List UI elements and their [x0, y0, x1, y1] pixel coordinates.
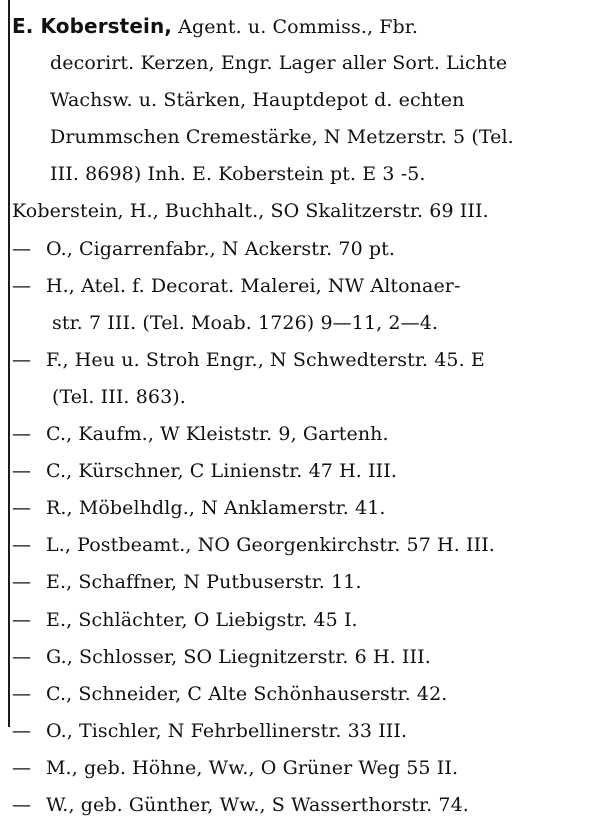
- entry-line: [12, 342, 602, 379]
- entry-dash: —: [12, 274, 32, 297]
- entry-text: O., Tischler, N Fehrbellinerstr. 33 III.: [46, 719, 408, 742]
- entry-dash: —: [12, 460, 32, 483]
- entry-line: [12, 713, 602, 750]
- lead-entry-name: E. Koberstein,: [12, 14, 172, 38]
- entry-line: [12, 750, 602, 787]
- entry-continuation-line: [12, 305, 602, 342]
- lead-entry-line-5: III. 8698) Inh. E. Koberstein pt. E 3 -5.: [50, 163, 426, 186]
- lead-entry-line-4: Drummschen Cremestärke, N Metzerstr. 5 (Tel.: [50, 126, 514, 149]
- entry-text: G., Schlosser, SO Liegnitzerstr. 6 H. III.: [46, 645, 431, 668]
- entry-dash: —: [12, 571, 32, 594]
- entry-dash: —: [12, 608, 32, 631]
- entry-line: [12, 268, 602, 305]
- entry-text: L., Postbeamt., NO Georgenkirchstr. 57 H. III.: [46, 534, 495, 557]
- entry-dash: —: [12, 756, 32, 779]
- entry-text: C., Kürschner, C Linienstr. 47 H. III.: [46, 460, 398, 483]
- entry-line: [12, 676, 602, 713]
- entry-line: [12, 453, 602, 490]
- directory-column: [12, 8, 602, 824]
- entry-text: O., Cigarrenfabr., N Ackerstr. 70 pt.: [46, 237, 396, 260]
- entry-dash: —: [12, 793, 32, 816]
- entry-continuation-line: [12, 379, 602, 416]
- entry-text: H., Atel. f. Decorat. Malerei, NW Altonaer-: [46, 274, 461, 297]
- entry-dash: —: [12, 497, 32, 520]
- entry-line: [12, 231, 602, 268]
- entry-dash: —: [12, 348, 32, 371]
- entry-text: R., Möbelhdlg., N Anklamerstr. 41.: [46, 497, 386, 520]
- entry-line: [12, 416, 602, 453]
- entry-line: [12, 193, 602, 230]
- entry-dash: —: [12, 237, 32, 260]
- entry-text: E., Schaffner, N Putbuserstr. 11.: [46, 571, 362, 594]
- entry-text: str. 7 III. (Tel. Moab. 1726) 9—11, 2—4.: [52, 311, 439, 334]
- entry-line: [12, 787, 602, 824]
- entry-text: (Tel. III. 863).: [52, 385, 186, 408]
- entry-line: [12, 490, 602, 527]
- entry-line: [12, 564, 602, 601]
- left-margin-rule: [8, 0, 10, 727]
- entry-text: E., Schlächter, O Liebigstr. 45 I.: [46, 608, 358, 631]
- entry-text: W., geb. Günther, Ww., S Wasserthorstr. 74.: [46, 793, 469, 816]
- entry-text: F., Heu u. Stroh Engr., N Schwedterstr. 45. E: [46, 348, 485, 371]
- entry-dash: —: [12, 423, 32, 446]
- lead-entry-line-3: Wachsw. u. Stärken, Hauptdepot d. echten: [50, 89, 465, 112]
- entry-line: [12, 602, 602, 639]
- lead-entry-text: Agent. u. Commiss., Fbr.: [178, 16, 419, 38]
- entry-text: M., geb. Höhne, Ww., O Grüner Weg 55 II.: [46, 756, 459, 779]
- entry-line: [12, 527, 602, 564]
- entry-dash: —: [12, 645, 32, 668]
- entry-text: C., Schneider, C Alte Schönhauserstr. 42.: [46, 682, 448, 705]
- entry-dash: —: [12, 719, 32, 742]
- lead-entry-line-2: decorirt. Kerzen, Engr. Lager aller Sort. Lichte: [50, 52, 508, 75]
- lead-entry-line-1: [12, 8, 602, 45]
- entry-dash: —: [12, 534, 32, 557]
- entry-line: [12, 639, 602, 676]
- entry-text: C., Kaufm., W Kleiststr. 9, Gartenh.: [46, 423, 389, 446]
- entry-dash: —: [12, 682, 32, 705]
- entry-text: Koberstein, H., Buchhalt., SO Skalitzerstr. 69 III.: [12, 200, 489, 223]
